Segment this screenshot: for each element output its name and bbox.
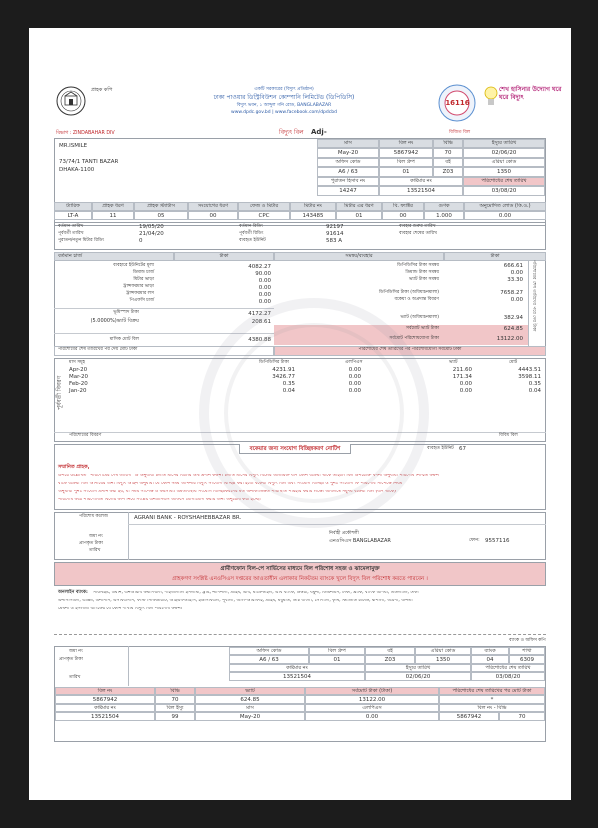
- stub-r4-h3: এলপিএস: [305, 704, 439, 712]
- sum-h2-2: বই: [433, 158, 463, 167]
- tariff-v-0: LT-A: [54, 211, 92, 220]
- dpdc-logo: [56, 86, 86, 116]
- tariff-h-0: ট্যারিফ: [54, 202, 92, 211]
- charge-label-2: মিটার ভাড়া: [133, 277, 154, 282]
- adj-value-3: 7658.27: [500, 290, 523, 296]
- monthly-total-value: 4380.88: [248, 337, 271, 343]
- charges-divider-1: [54, 308, 274, 309]
- stub-r1-h0: অফিস কোড: [229, 647, 309, 655]
- logo-caption: প্রাহক কপি: [91, 87, 113, 93]
- reading-value-mid-0: 92197: [326, 224, 344, 230]
- history-r1-c0: Mar-20: [69, 374, 89, 380]
- history-h-1: ডিপিডিসির টাকা: [259, 360, 289, 365]
- history-r1-c1: 3426.77: [272, 374, 295, 380]
- history-r3-c4: 0.04: [528, 388, 541, 394]
- tariff-h-4: ফেজ ও মিটার: [238, 202, 290, 211]
- history-r2-c2: 0.00: [348, 381, 361, 387]
- banks-label: অনলাইন ব্যাংক:: [58, 590, 88, 595]
- stub-r4-v5: 70: [499, 712, 545, 721]
- stub-r2-v2: 03/08/20: [471, 672, 545, 681]
- history-h-4: মোট: [509, 360, 518, 365]
- notice-salutation: সম্মানিত প্রাহক,: [58, 464, 90, 470]
- late-side-divider: [528, 261, 529, 346]
- office-label: নির্বাহী প্রকৌশলী: [329, 531, 359, 536]
- sum-v3-1: 13521504: [379, 186, 463, 196]
- charge-value-4: 0.00: [258, 292, 271, 298]
- phone-number: 9557116: [485, 538, 510, 544]
- reading-value-left-1: 21/04/20: [139, 231, 164, 237]
- stub-r4-h2: মাস: [195, 704, 305, 712]
- history-r0-c1: 4231.91: [272, 367, 295, 373]
- electricity-bill-sheet: [29, 28, 571, 800]
- tariff-v-6: 01: [336, 211, 382, 220]
- stub-r4-v0: 13521504: [55, 712, 155, 721]
- stub-r2-h2: পরিশোধের শেষ তারিখ: [471, 664, 545, 672]
- history-r2-c4: 0.35: [528, 381, 541, 387]
- adj-label-1: ডিমান্ড টাকা সমন্বয়: [405, 270, 439, 275]
- adj-label-6: সর্বমোট ভ্যাট টাকা: [405, 326, 439, 331]
- notice-line3: অনুযায়ী পুনঃ সংযোগ প্রদান করা হয়, যা সময় সাপেক্ষ ও কষ্টসাধ্য। এমতাবস্থায় সংযোগ বিচ্ছিন্নকরণের মত অনাকাঙ্ক্ষিত পরিস্থিতি পরিহার করার লক্ষ্যে অবিলম্বে সমুদয় বকেয়া বিল (যদি থাকে): [58, 490, 396, 494]
- vat-label: (5.0000%)ভ্যাট বিক্রয়: [90, 318, 139, 324]
- tariff-h-9: অনুমোদিত লোড (কি.ও.): [464, 202, 546, 211]
- adj-value-5: 382.94: [503, 315, 523, 321]
- sum-h3-1: কাষ্টমার নং: [379, 177, 463, 186]
- tariff-h-7: বি. ফ্যাক্টর: [382, 202, 424, 211]
- tariff-v-2: 05: [134, 211, 188, 220]
- charges-col-h-0: বর্তমান চার্জ: [54, 252, 174, 261]
- history-r1-c4: 3598.11: [518, 374, 541, 380]
- history-r2-c3: 0.00: [459, 381, 472, 387]
- stub-r1-v4: 04: [471, 655, 509, 664]
- banks-line1: সাউথইষ্ট, ওয়ান, এনআরবি কমার্শিয়াল, শাহজালাল ইসলামী, ট্রাষ্ট, ন্যাশনাল, প্রাইম, এবি, মার্কেন্টাইল, এবি ব্যাংক, উত্তরা, যমুনা, ডিএনএস, ঢাকা, ব্র্যাক, ব্যাংক এশিয়া, মিডল্যান্ড, ঢাকা: [93, 591, 419, 595]
- stub-r3-v0: 5867942: [55, 695, 155, 704]
- reading-value-left-0: 19/05/20: [139, 224, 164, 230]
- sum-v3-0: 14247: [317, 186, 379, 196]
- sum-h1-3: ইস্যুর তারিখ: [463, 139, 545, 148]
- sum-v1-1: 5867942: [379, 148, 433, 158]
- stub-r3-h1: বিভি: [155, 687, 195, 695]
- monthly-total-label: মাসিক মোট বিল: [109, 337, 139, 342]
- banks-line3: মেঘনা ও ইসলামী ব্যাংকের যে কোন শাখায় বিদ্যুৎ বিল পরিশোধ করুন।: [58, 607, 183, 611]
- charge-value-2: 0.00: [258, 278, 271, 284]
- stub-r1-v5: 6309: [509, 655, 545, 664]
- stub-r1-h2: বই: [365, 647, 415, 655]
- stub-r1-v0: A6 / 63: [229, 655, 309, 664]
- tariff-v-9: 0.00: [464, 211, 546, 220]
- banks-line2: এনসিসিএল, এক্সিম, এনসিসি, এসবিএসসি, ফার্স্ট সিকিউরিটি, আইএফআইসি, ইউসিবিএল, পূবালী, আল-আরাফাহ, প্রাইম, মধুমতি, ডাচ বাংলা, সোশ্যাল, কৃষি, স্ট্যান্ডার্ড চাটার্ড, রূপালী, অগ্রণী, জনতা: [58, 599, 413, 603]
- reading-box: [54, 222, 546, 250]
- charge-label-1: ডিমান্ড চার্জ: [132, 270, 154, 275]
- org-address: বিদ্যুৎ ভবন, ১ আব্দুল গনি রোড, BANGLABAZAR: [236, 103, 332, 108]
- history-r3-c2: 0.00: [348, 388, 361, 394]
- charge-value-0: 4082.27: [248, 264, 271, 270]
- tariff-v-4: CPC: [238, 211, 290, 220]
- sum-v1-3: 02/06/20: [463, 148, 545, 158]
- stub-corner-note: ব্যাংক ও অফিস কপি: [509, 638, 546, 643]
- bill-type-value: Adj-: [311, 128, 327, 136]
- charge-value-3: 0.00: [258, 285, 271, 291]
- vat-value: 208.61: [251, 319, 271, 325]
- sum-h2-3: এরিয়া কোড: [463, 158, 545, 167]
- reading-label-left-0: বর্তমান তারিখ: [58, 224, 84, 229]
- customer-name: MR.ISMILE: [59, 143, 88, 149]
- subtotal-value: 4172.27: [248, 311, 271, 317]
- stub-r3-v3: 13122.00: [305, 695, 439, 704]
- stub-r4-v3: 0.00: [305, 712, 439, 721]
- payment-divider: [128, 524, 546, 525]
- history-r3-c1: 0.04: [282, 388, 295, 394]
- charges-col-h-2: সমন্বয়/ব্যবহার: [274, 252, 444, 261]
- stub-r2-v1: 02/06/20: [365, 672, 471, 681]
- charges-divider-2: [54, 333, 274, 334]
- charge-label-5: পিএফসি চার্জ: [129, 298, 154, 303]
- reading-label-left-1: পূর্ববর্তী তারিখ: [58, 231, 84, 236]
- history-side-label: পূর্ববর্তী বিবরণ: [56, 375, 63, 410]
- tariff-h-6: মিটার এর ধরণ: [336, 202, 382, 211]
- tariff-v-8: 1.000: [424, 211, 464, 220]
- stub-r3-h0: বিল নং: [55, 687, 155, 695]
- tariff-h-2: প্রাহক স্ট্যাটাস: [134, 202, 188, 211]
- phone-label: ফোন:: [469, 538, 480, 543]
- history-r0-c4: 4443.51: [518, 367, 541, 373]
- stub-r2-h1: ইস্যুর তারিখ: [365, 664, 471, 672]
- org-name: ঢাকা পাওয়ার ডিস্ট্রিবিউশন কোম্পানি লিমিটেড (ডিপিডিসি): [213, 94, 355, 101]
- sum-v2-1: 01: [379, 167, 433, 177]
- sum-v1-2: 70: [433, 148, 463, 158]
- stub-r1-h4: ব্যাংক: [471, 647, 509, 655]
- stub-r3-v1: 70: [155, 695, 195, 704]
- stub-r3-h4: পরিশোধের শেষ তারিখের পর মোট টাকা: [439, 687, 545, 695]
- charge-value-5: 0.00: [258, 299, 271, 305]
- notice-title: বকেয়ার জন্য সংযোগ বিচ্ছিন্নকরণ নোটিশ: [249, 446, 341, 452]
- charge-value-1: 90.00: [255, 271, 271, 277]
- charges-col-h-3: টাকা: [444, 252, 546, 261]
- notice-unit-value: 67: [459, 446, 466, 452]
- notice-unit-label: ব্যবহৃত ইউনিট: [427, 446, 454, 451]
- history-r2-c1: 0.35: [282, 381, 295, 387]
- notice-line2: বাকে বকেয়া বিল আদায়ের জন্য বিদ্যুৎ আইন অনুযায়ী যে কোন সময় আপনার বিদ্যুৎ সংযোগ বিচ্ছিন্ন করা হবে। বকেয়া বিদ্যুৎ বিল এবং সংযোগ বিচ্ছিন্ন ও পুনঃ সংযোগ ফি পরিশোধ সাপেক্ষে নিয়ম: [58, 482, 403, 486]
- reading-value-mid-1: 91614: [326, 231, 344, 237]
- notice-line4: পরিশোধ করে পরিশোধিত বিলের কপি নিয়ে সংশ্লিষ্ট এনওসিএস অফিসে যোগাযোগ করার জন্য অনুরোধ করা হচ্ছে।: [58, 498, 261, 502]
- reading-label-mid-2: ব্যবহৃত ইউনিট: [239, 238, 266, 243]
- stub-r1-v3: 1350: [415, 655, 471, 664]
- stub-r4-h1: বিল ইস্যু: [155, 704, 195, 712]
- bank-name: AGRANI BANK - ROYSHAHEBBAZAR BR.: [134, 515, 242, 521]
- history-h-3: ভ্যাট: [449, 360, 458, 365]
- office-line: এনওসিএস BANGLABAZAR: [329, 538, 391, 544]
- adj-value-1: 0.00: [510, 270, 523, 276]
- org-web: www.dpdc.gov.bd | www.facebook.com/dpdcbd: [231, 110, 337, 115]
- tariff-v-7: 00: [382, 211, 424, 220]
- org-line1: একটি সরকারের (বিদ্যুৎ প্রতিষ্ঠান): [254, 87, 314, 92]
- charge-label-3: ট্রান্সফরমার ভাড়া: [123, 284, 154, 289]
- stub-date-label: তারিখ: [69, 675, 81, 680]
- history-footer-right: বিবিধ বিল: [499, 433, 518, 438]
- sum-h1-0: মাস: [317, 139, 379, 148]
- stub-r1-h1: বিল গ্রুপ: [309, 647, 365, 655]
- history-r0-c3: 211.60: [452, 367, 472, 373]
- history-r1-c3: 171.34: [452, 374, 472, 380]
- reading-label-right-0: ব্যবহার শুরুর তারিখ: [399, 224, 436, 229]
- subtotal-label: ভূমিস্পাদ টাকা: [113, 310, 139, 315]
- history-r3-c3: 0.00: [459, 388, 472, 394]
- stub-r4-h0: কাষ্টমার নং: [55, 704, 155, 712]
- reading-label-left-2: পুরাতন/নতুন মিটার রিডিং: [58, 238, 105, 243]
- sum-v3-2: 03/08/20: [463, 186, 545, 196]
- history-divider: [54, 432, 546, 433]
- stub-left-col: [54, 646, 129, 686]
- tariff-v-5: 143485: [290, 211, 336, 220]
- customer-address-line1: 73/74/1 TANTI BAZAR: [59, 159, 119, 165]
- stub-r1-h5: শাখা: [509, 647, 545, 655]
- customer-address-line2: DHAKA-1100: [59, 167, 95, 173]
- stub-deposit-label: জমা নং: [69, 649, 83, 654]
- adj-label-2: ভ্যাট টাকা সমন্বয়: [409, 277, 439, 282]
- stub-r3-v4: *: [439, 695, 545, 704]
- adj-label-0: ডিপিডিসির টাকা সমন্বয়: [397, 263, 439, 268]
- bill-type-label: বিদ্যুৎ বিল: [279, 129, 304, 136]
- sum-h1-2: বিভি: [433, 139, 463, 148]
- advisory-subtitle: গ্রাহকগণ সংশ্লিষ্ট এনওসিএস দপ্তরের আওতাধীন এলাকার নিকটতম ব্যাংকে খুলে বিদ্যুৎ বিল পরিশোধ করতে পারবেন ।: [172, 576, 428, 582]
- pay-deposit-label: জমা নং: [89, 534, 103, 539]
- stub-r3-h3: সর্বমোট টাকা (টাকা): [305, 687, 439, 695]
- stub-r3-h2: ভ্যাট: [195, 687, 305, 695]
- pay-date-label: তারিখ: [89, 548, 101, 553]
- tariff-h-8: গুণক: [424, 202, 464, 211]
- stub-r4-h4: বিল নং - বিভি: [439, 704, 545, 712]
- notice-line1: উপরে উল্লেখিত “পরিশোধের শেষ তারিখ” টি অনুযায়ী চলতি মাসের বিলের অর্থ প্রদান করুন। চলতি মাসের বিদ্যুৎ বিলের অতিরিক্ত যদি কোন বকেয়া থাকে তাহলে বিল উপরোক্ত বর্ণনা অনুযায়ী পরিশোধ নিশ্চিত করুন: [58, 474, 439, 478]
- sum-v2-2: Z03: [433, 167, 463, 177]
- sum-h3-2: পরিশোধের শেষ তারিখ: [463, 177, 545, 186]
- adj-label-5: ভ্যাট (অধিযাচনমালা): [400, 315, 439, 320]
- adj-label-7: সর্বমোট পরিশোধযোগ্য টাকা: [389, 336, 439, 341]
- division-label: বিভাগ : ZINDABAHAR DIV: [56, 131, 115, 136]
- history-r0-c0: Apr-20: [69, 367, 88, 373]
- adj-value-7: 13122.00: [496, 336, 523, 342]
- history-r2-c0: Feb-20: [69, 381, 88, 387]
- ledger-label: বিজিত বিল: [449, 130, 471, 135]
- stub-r1-v1: 01: [309, 655, 365, 664]
- tariff-h-3: সংযোগের ধরণ: [188, 202, 238, 211]
- stub-r2-h0: কাষ্টমার নং: [229, 664, 365, 672]
- stub-r1-v2: Z03: [365, 655, 415, 664]
- stub-r4-v4: 5867942: [439, 712, 499, 721]
- stub-amount-label: প্রাপকৃত টাকা: [59, 657, 83, 662]
- sum-v1-0: May-20: [317, 148, 379, 158]
- late-note-right: পরিশোধের শেষ তারিখের পর পরিশোধযোগ্য সর্বমোট টাকা: [274, 346, 546, 356]
- tariff-v-3: 00: [188, 211, 238, 220]
- late-note: পরিশোধের শেষ তারিখের পর দেয় মোট টাকা: [54, 346, 274, 356]
- hotline-number: 16116: [445, 99, 470, 107]
- tariff-h-5: মিটার নং: [290, 202, 336, 211]
- sum-h2-0: অফিস কোড: [317, 158, 379, 167]
- adj-value-0: 666.61: [503, 263, 523, 269]
- bulb-icon: [484, 86, 498, 108]
- tariff-v-1: 11: [92, 211, 134, 220]
- reading-label-mid-1: পূর্ববর্তী রিডিং: [239, 231, 264, 236]
- history-r0-c2: 0.00: [348, 367, 361, 373]
- sum-h2-1: বিল গ্রুপ: [379, 158, 433, 167]
- stub-r4-v2: May-20: [195, 712, 305, 721]
- charges-col-h-1: টাকা: [174, 252, 274, 261]
- adj-value-6: 624.85: [503, 326, 523, 332]
- adj-value-2: 33.30: [507, 277, 523, 283]
- late-side-label: পরিশোধের শেষ তারিখের পরে দেয় টাকা: [531, 260, 536, 332]
- promo-text: শেখ হাসিনার উদ্যোগ ঘরে ঘরে বিদ্যুৎ: [499, 86, 562, 101]
- adj-label-4: বকেয়া ও অপ্রদান্ত বিবরণ: [394, 297, 439, 302]
- sum-h1-1: বিল নং: [379, 139, 433, 148]
- adj-value-4: 0.00: [510, 297, 523, 303]
- reading-label-mid-0: বর্তমান রিডিং: [239, 224, 264, 229]
- sum-v2-0: A6 / 63: [317, 167, 379, 177]
- charge-label-4: ট্রান্সফরমার লস: [126, 291, 154, 296]
- charge-label-0: ব্যবহারে ইউনিটের মূল্য: [113, 263, 154, 268]
- reading-value-mid-2: 583 A: [326, 238, 343, 244]
- reading-label-right-1: ব্যবহার শেষের তারিখ: [399, 231, 437, 236]
- collection-label: পরিশোধ কলেজ: [79, 514, 108, 519]
- sum-v2-3: 1350: [463, 167, 545, 177]
- history-footer-left: পরিশোধের বিবরণ: [69, 433, 102, 438]
- history-r1-c2: 0.00: [348, 374, 361, 380]
- stub-r4-v1: 99: [155, 712, 195, 721]
- stub-r1-h3: এরিয়া কোড: [415, 647, 471, 655]
- tariff-h-1: প্রাহক ধরণ: [92, 202, 134, 211]
- reading-value-left-2: 0: [139, 238, 143, 244]
- stub-r3-v2: 624.85: [195, 695, 305, 704]
- sum-h3-0: পুরাতন হিসাব নং: [317, 177, 379, 186]
- history-box: [54, 358, 546, 442]
- history-h-0: মাস সমূহ: [69, 360, 86, 365]
- pay-amount-label: প্রাপকৃত টাকা: [79, 541, 103, 546]
- cut-line: [54, 634, 546, 635]
- history-r3-c0: Jan-20: [69, 388, 87, 394]
- adj-label-3: ডিপিডিসির টাকা (অধিযাচনমালা): [378, 290, 439, 295]
- stub-r2-v0: 13521504: [229, 672, 365, 681]
- advisory-title: গ্রামীণফোন বিল-পে সার্ভিসের মাধ্যমে বিল পরিশোধ সহজ ও ঝামেলামুক্ত: [220, 566, 380, 572]
- history-h-2: এলপিএস: [345, 360, 363, 365]
